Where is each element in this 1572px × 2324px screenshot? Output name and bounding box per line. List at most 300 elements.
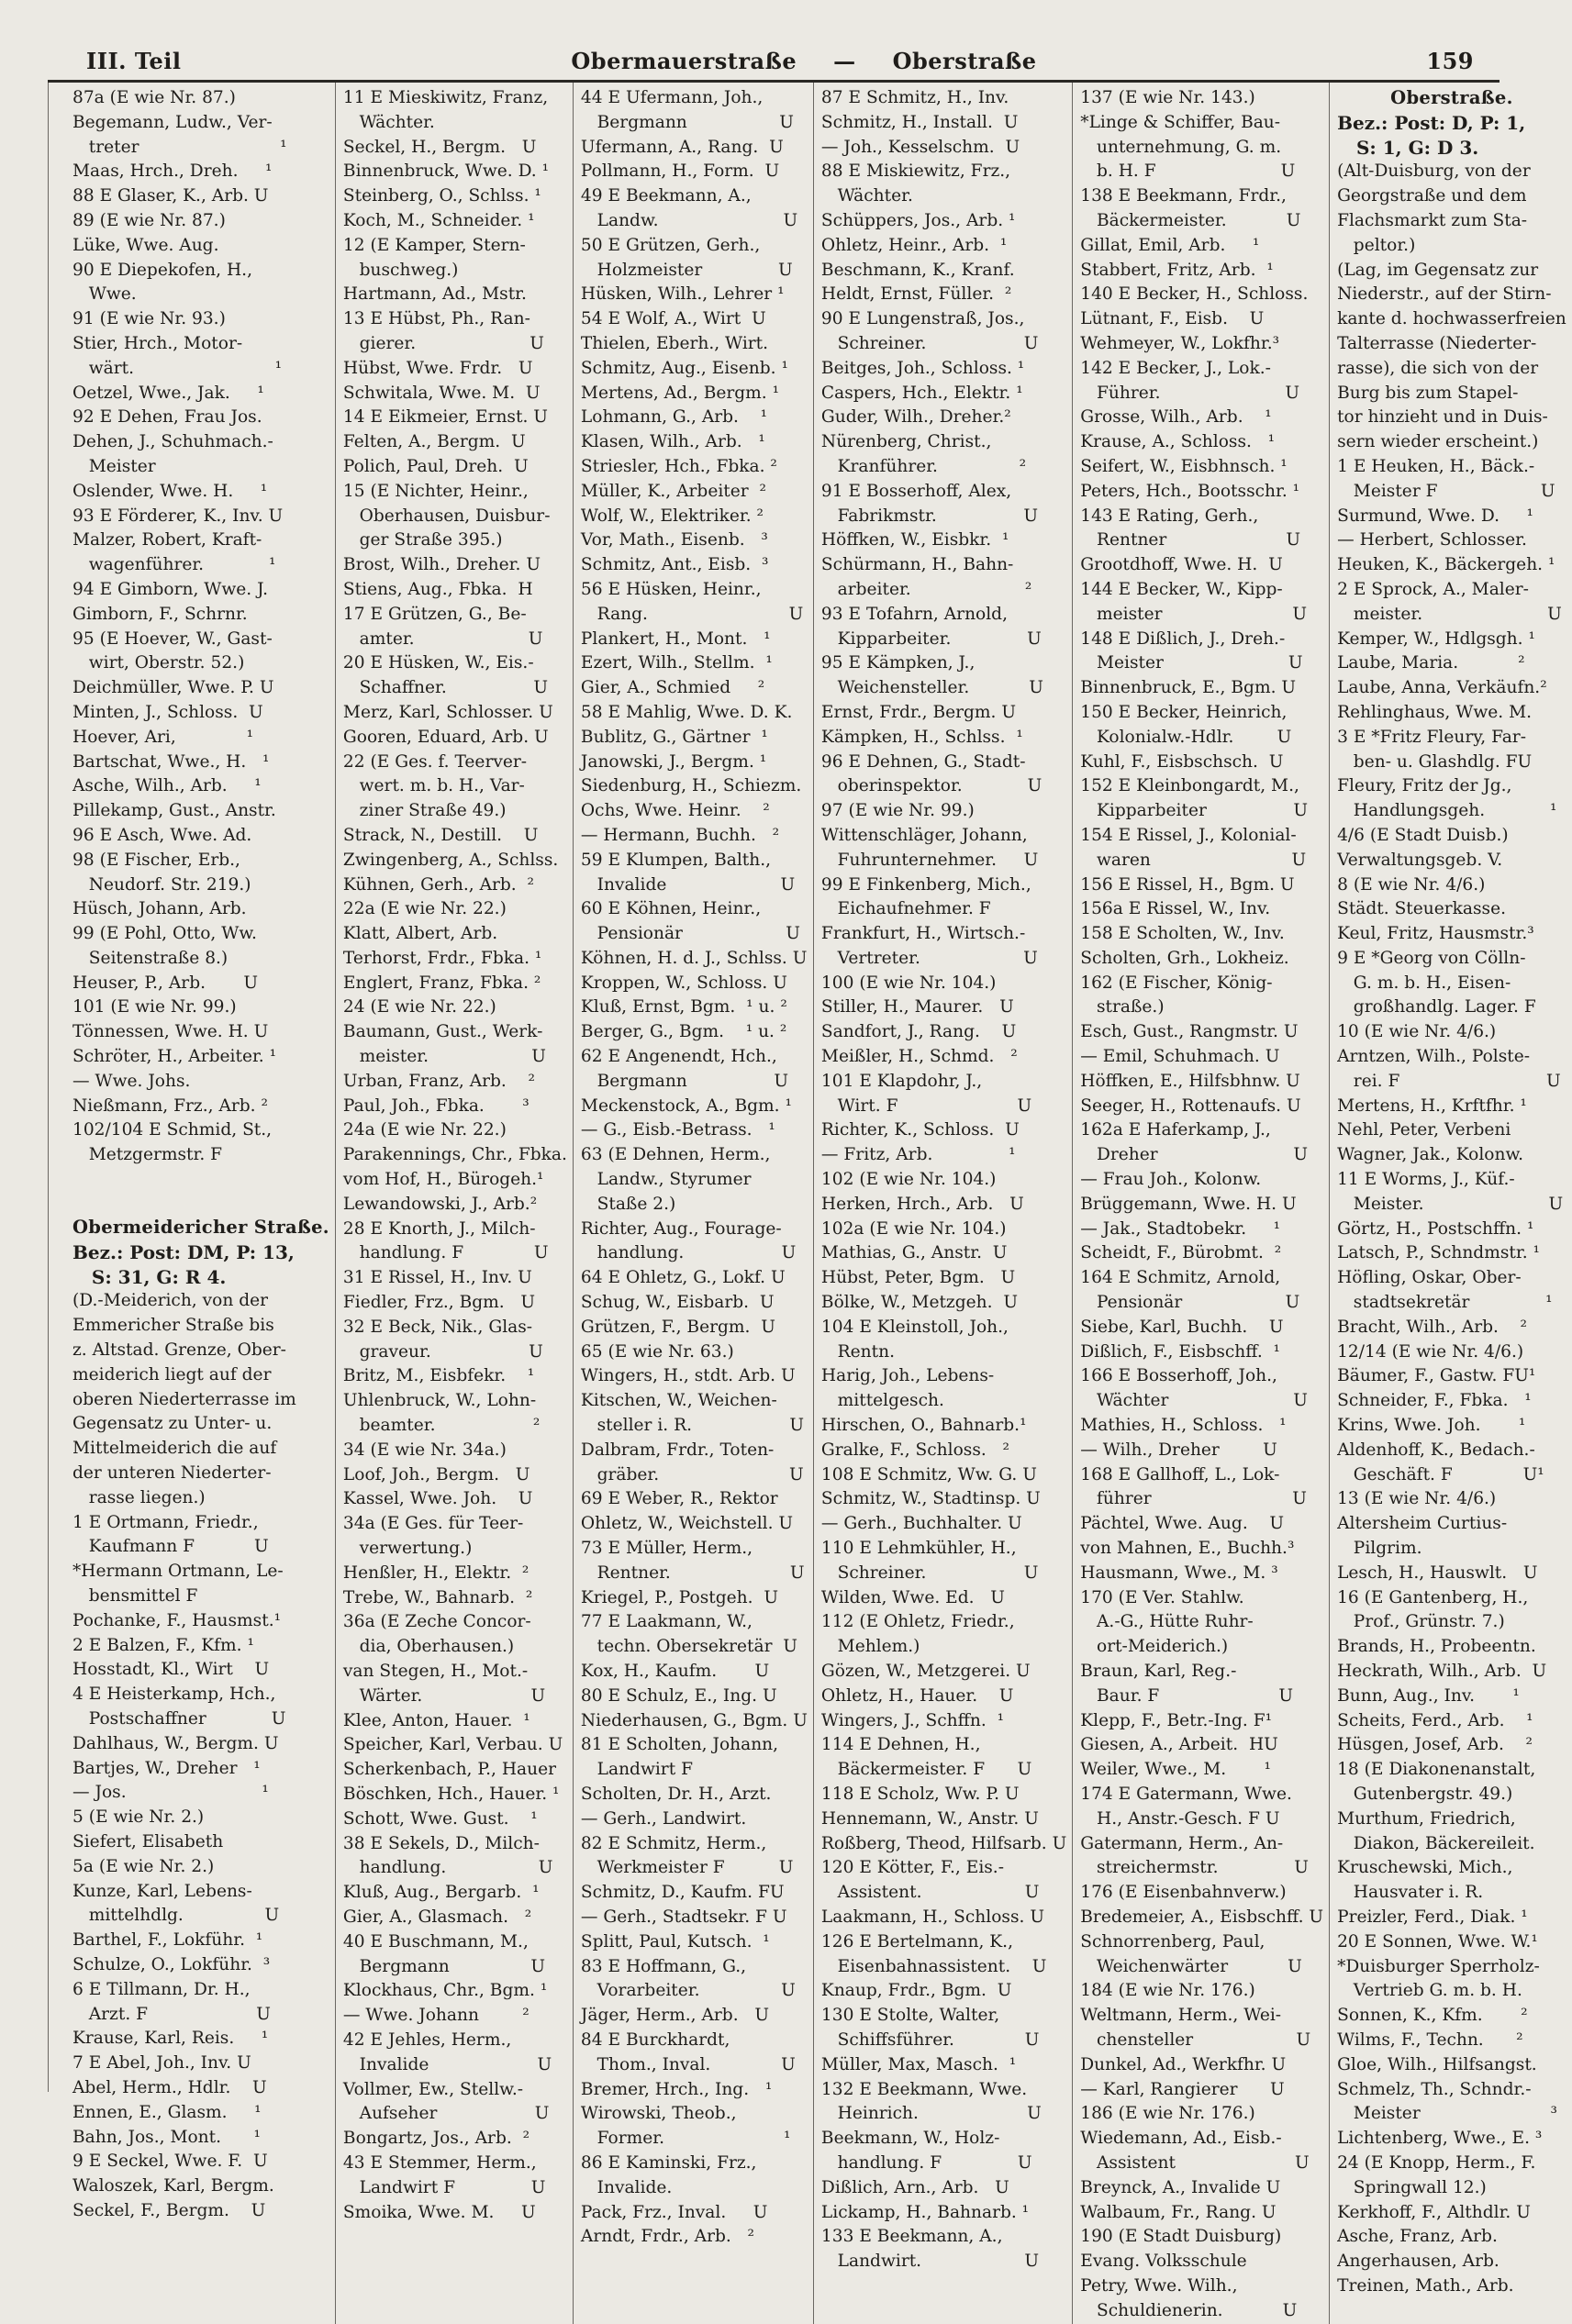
directory-entry: G. m. b. H., Eisen- bbox=[1337, 973, 1511, 993]
directory-entry: Geschäft. F U¹ bbox=[1337, 1464, 1544, 1484]
directory-entry: 132 E Beekmann, Wwe. bbox=[820, 2079, 1028, 2099]
directory-entry: 174 E Gatermann, Wwe. bbox=[1080, 1784, 1292, 1804]
directory-entry: Wächter U bbox=[1080, 1391, 1308, 1411]
district-code: Bez.: Post: D, P: 1, bbox=[1337, 111, 1526, 134]
directory-entry: Klatt, Albert, Arb. bbox=[342, 924, 498, 944]
directory-entry: Zwingenberg, A., Schlss. bbox=[342, 850, 559, 870]
directory-entry: 54 E Wolf, A., Wirt U bbox=[580, 309, 766, 329]
directory-entry: vom Hof, H., Bürogeh.¹ bbox=[342, 1170, 544, 1190]
directory-entry: Wwe. bbox=[72, 284, 137, 305]
directory-entry: 93 E Tofahrn, Arnold, bbox=[820, 604, 1008, 624]
directory-entry: 10 (E wie Nr. 4/6.) bbox=[1337, 1022, 1497, 1042]
directory-entry: Schmitz, D., Kaufm. FU bbox=[580, 1883, 785, 1903]
directory-entry: Bongartz, Jos., Arb. ² bbox=[342, 2129, 530, 2149]
directory-entry: 28 E Knorth, J., Milch- bbox=[342, 1218, 536, 1239]
directory-entry: 81 E Scholten, Johann, bbox=[580, 1735, 779, 1755]
directory-entry: 59 E Klumpen, Balth., bbox=[580, 850, 772, 870]
directory-entry: Invalide U bbox=[342, 2054, 552, 2074]
directory-entry: Bäckermeister. F U bbox=[820, 1760, 1032, 1780]
directory-entry: 102/104 E Schmid, St., bbox=[72, 1120, 273, 1140]
directory-entry: van Stegen, H., Mot.- bbox=[342, 1662, 529, 1681]
directory-entry: Merz, Karl, Schlosser. U bbox=[342, 702, 553, 722]
directory-entry: Wolf, W., Elektriker. ² bbox=[580, 506, 764, 526]
directory-entry: Janowski, J., Bergm. ¹ bbox=[580, 751, 767, 772]
directory-entry: meiderich liegt auf der bbox=[72, 1364, 272, 1384]
directory-entry: wagenführer. ¹ bbox=[72, 555, 276, 575]
directory-entry: 140 E Becker, H., Schloss. bbox=[1080, 284, 1309, 305]
directory-entry: Hausvater i. R. bbox=[1337, 1883, 1484, 1903]
directory-entry: 24 (E wie Nr. 22.) bbox=[342, 997, 496, 1017]
directory-entry: 20 E Sonnen, Wwe. W.¹ bbox=[1337, 1931, 1538, 1951]
directory-column-2 bbox=[336, 83, 574, 2324]
directory-entry: Kemper, W., Hdlgsgh. ¹ bbox=[1337, 628, 1535, 649]
directory-entry: 49 E Beekmann, A., bbox=[580, 186, 752, 206]
directory-entry: Bahn, Jos., Mont. ¹ bbox=[72, 2127, 261, 2147]
directory-entry: Hübst, Peter, Bgm. U bbox=[820, 1268, 1016, 1288]
directory-entry: Loof, Joh., Bergm. U bbox=[342, 1464, 530, 1484]
directory-entry: Vollmer, Ew., Stellw.- bbox=[342, 2079, 524, 2099]
directory-entry: Kunze, Karl, Lebens- bbox=[72, 1881, 252, 1901]
directory-entry: — Hermann, Buchh. ² bbox=[580, 825, 780, 845]
directory-entry: 11 E Mieskiwitz, Franz, bbox=[342, 88, 549, 107]
directory-entry: — Gerh., Landwirt. bbox=[580, 1808, 747, 1829]
directory-column-3 bbox=[574, 83, 814, 2324]
directory-entry: Böschken, Hch., Hauer. ¹ bbox=[342, 1784, 560, 1804]
directory-entry: 93 E Förderer, K., Inv. U bbox=[72, 506, 284, 526]
directory-entry: Krause, Karl, Reis. ¹ bbox=[72, 2029, 269, 2049]
directory-entry: Lesch, H., Hauswlt. U bbox=[1337, 1562, 1538, 1583]
directory-entry: 170 (E Ver. Stahlw. bbox=[1080, 1587, 1244, 1607]
directory-entry: Bartjes, W., Dreher ¹ bbox=[72, 1758, 261, 1778]
directory-entry: H., Anstr.-Gesch. F U bbox=[1080, 1808, 1280, 1829]
directory-entry: Holzmeister U bbox=[580, 260, 793, 280]
directory-entry: Köhnen, H. d. J., Schlss. U bbox=[580, 948, 808, 968]
directory-entry: 99 (E Pohl, Otto, Ww. bbox=[72, 924, 257, 944]
directory-entry: Hüsch, Johann, Arb. bbox=[72, 899, 247, 919]
directory-entry: Metzgermstr. F bbox=[72, 1145, 223, 1165]
directory-entry: Parakennings, Chr., Fbka. bbox=[342, 1145, 567, 1165]
directory-entry: Surmund, Wwe. D. ¹ bbox=[1337, 506, 1533, 526]
directory-entry: Tönnessen, Wwe. H. U bbox=[72, 1022, 269, 1042]
directory-entry: Müller, K., Arbeiter ² bbox=[580, 481, 766, 501]
directory-entry: 44 E Ufermann, Joh., bbox=[580, 88, 764, 107]
directory-entry: Siebe, Karl, Buchh. U bbox=[1080, 1317, 1284, 1337]
directory-entry: Handlungsgeh. ¹ bbox=[1337, 801, 1557, 821]
directory-entry: Stiens, Aug., Fbka. H bbox=[342, 579, 533, 599]
directory-entry: wert. m. b. H., Var- bbox=[342, 776, 525, 796]
directory-entry: — Karl, Rangierer U bbox=[1080, 2079, 1285, 2099]
directory-entry: Wilms, F., Techn. ² bbox=[1337, 2029, 1523, 2050]
directory-entry: Mehlem.) bbox=[820, 1637, 920, 1657]
directory-entry: 13 E Hübst, Ph., Ran- bbox=[342, 309, 530, 329]
directory-entry: 133 E Beekmann, A., bbox=[820, 2227, 1003, 2247]
directory-entry: 87 E Schmitz, H., Inv. bbox=[820, 88, 1009, 107]
directory-entry: Rehlinghaus, Wwe. M. bbox=[1337, 702, 1533, 722]
directory-entry: Smoika, Wwe. M. U bbox=[342, 2202, 536, 2222]
directory-entry: b. H. F U bbox=[1080, 161, 1296, 182]
directory-entry: Kaufmann F U bbox=[72, 1537, 269, 1557]
directory-entry: 137 (E wie Nr. 143.) bbox=[1080, 88, 1255, 107]
directory-entry: 150 E Becker, Heinrich, bbox=[1080, 702, 1288, 722]
directory-entry: Eisenbahnassistent. U bbox=[820, 1956, 1047, 1976]
directory-entry: Petry, Wwe. Wilh., bbox=[1080, 2275, 1238, 2296]
directory-entry: 130 E Stolte, Walter, bbox=[820, 2006, 1000, 2026]
directory-entry: Ezert, Wilh., Stellm. ¹ bbox=[580, 653, 773, 673]
directory-entry: Laube, Anna, Verkäufn.² bbox=[1337, 678, 1547, 698]
directory-entry: 32 E Beck, Nik., Glas- bbox=[342, 1317, 533, 1337]
directory-entry: Bremer, Hrch., Ing. ¹ bbox=[580, 2079, 773, 2099]
directory-entry: 82 E Schmitz, Herm., bbox=[580, 1833, 767, 1853]
directory-entry: 99 E Finkenberg, Mich., bbox=[820, 874, 1031, 895]
directory-entry: 143 E Rating, Gerh., bbox=[1080, 506, 1259, 526]
directory-entry: Werkmeister F U bbox=[580, 1858, 794, 1878]
directory-entry: *Linge & Schiffer, Bau- bbox=[1080, 112, 1281, 132]
directory-entry: Diakon, Bäckereileit. bbox=[1337, 1833, 1535, 1853]
directory-entry: peltor.) bbox=[1337, 235, 1416, 255]
directory-entry: — Wilh., Dreher U bbox=[1080, 1440, 1277, 1460]
directory-entry: 118 E Scholz, Ww. P. U bbox=[820, 1784, 1020, 1804]
directory-entry: Schmitz, Aug., Eisenb. ¹ bbox=[580, 358, 788, 378]
directory-entry: 40 E Buschmann, M., bbox=[342, 1931, 529, 1951]
street-heading: Oberstraße. bbox=[1390, 87, 1513, 108]
directory-entry: 16 (E Gantenberg, H., bbox=[1337, 1587, 1529, 1607]
directory-entry: Bölke, W., Metzgeh. U bbox=[820, 1293, 1019, 1313]
directory-entry: Harig, Joh., Lebens- bbox=[820, 1366, 995, 1386]
street-heading: Obermeidericher Straße. bbox=[72, 1217, 329, 1239]
directory-entry: Schreiner. U bbox=[820, 333, 1039, 353]
directory-entry: großhandlg. Lager. F bbox=[1337, 997, 1536, 1017]
directory-entry: Wächter. bbox=[342, 112, 435, 132]
directory-entry: mittelhdlg. U bbox=[72, 1906, 280, 1926]
directory-column-1 bbox=[49, 83, 336, 2324]
directory-entry: Klee, Anton, Hauer. ¹ bbox=[342, 1710, 530, 1730]
directory-entry: 184 (E wie Nr. 176.) bbox=[1080, 1981, 1255, 2001]
directory-entry: 14 E Eikmeier, Ernst. U bbox=[342, 407, 548, 428]
directory-entry: Steinberg, O., Schlss. ¹ bbox=[342, 186, 541, 206]
directory-entry: Stier, Hrch., Motor- bbox=[72, 333, 243, 353]
directory-entry: Lichtenberg, Wwe., E. ³ bbox=[1337, 2129, 1543, 2149]
directory-entry: Kassel, Wwe. Joh. U bbox=[342, 1489, 533, 1509]
directory-entry: Evang. Volksschule bbox=[1080, 2252, 1247, 2272]
directory-entry: unternehmung, G. m. bbox=[1080, 137, 1282, 157]
directory-entry: Meister. U bbox=[1337, 1194, 1564, 1214]
directory-entry: 186 (E wie Nr. 176.) bbox=[1080, 2104, 1255, 2124]
directory-entry: Brost, Wilh., Dreher. U bbox=[342, 555, 541, 575]
directory-entry: Wirowski, Theob., bbox=[580, 2104, 737, 2124]
directory-entry: Kolonialw.-Hdlr. U bbox=[1080, 727, 1292, 747]
directory-entry: Seeger, H., Rottenaufs. U bbox=[1080, 1095, 1301, 1116]
directory-entry: 2 E Balzen, F., Kfm. ¹ bbox=[72, 1635, 254, 1655]
directory-entry: Pillekamp, Gust., Anstr. bbox=[72, 801, 276, 821]
directory-entry: Meister ³ bbox=[1337, 2104, 1558, 2124]
directory-entry: Vertrieb G. m. b. H. bbox=[1337, 1981, 1522, 2001]
directory-entry: Rentn. bbox=[820, 1341, 895, 1362]
directory-entry: Krause, A., Schloss. ¹ bbox=[1080, 432, 1276, 452]
directory-entry: Schröter, H., Arbeiter. ¹ bbox=[72, 1047, 277, 1067]
directory-entry: 8 (E wie Nr. 4/6.) bbox=[1337, 874, 1486, 895]
directory-entry: ziner Straße 49.) bbox=[342, 801, 507, 821]
directory-entry: 77 E Laakmann, W., bbox=[580, 1612, 753, 1632]
directory-entry: 142 E Becker, J., Lok.- bbox=[1080, 358, 1271, 378]
directory-entry: Grosse, Wilh., Arb. ¹ bbox=[1080, 407, 1272, 428]
directory-entry: 65 (E wie Nr. 63.) bbox=[580, 1341, 734, 1362]
directory-entry: — Jos. ¹ bbox=[72, 1783, 269, 1803]
directory-entry: 144 E Becker, W., Kipp- bbox=[1080, 579, 1283, 599]
directory-entry: Landw. U bbox=[580, 210, 798, 230]
directory-entry: Mittelmeiderich die auf bbox=[72, 1439, 277, 1459]
directory-entry: Stabbert, Fritz, Arb. ¹ bbox=[1080, 260, 1274, 280]
directory-entry: Richter, Aug., Fourage- bbox=[580, 1218, 782, 1239]
directory-entry: 94 E Gimborn, Wwe. J. bbox=[72, 579, 269, 599]
directory-entry: Lüke, Wwe. Aug. bbox=[72, 235, 219, 255]
directory-entry: Gralke, F., Schloss. ² bbox=[820, 1440, 1009, 1460]
directory-entry: Schuldienerin. U bbox=[1080, 2300, 1298, 2320]
directory-entry: Arzt. F U bbox=[72, 2004, 271, 2024]
directory-entry: Binnenbruck, Wwe. D. ¹ bbox=[342, 161, 550, 182]
directory-entry: 156a E Rissel, W., Inv. bbox=[1080, 899, 1271, 919]
directory-entry: Angerhausen, Arb. bbox=[1337, 2252, 1500, 2272]
directory-entry: — Wwe. Johann ² bbox=[342, 2006, 530, 2026]
directory-entry: Gooren, Eduard, Arb. U bbox=[342, 727, 549, 747]
directory-entry: Schmitz, Ant., Eisb. ³ bbox=[580, 555, 769, 575]
directory-entry: Caspers, Hch., Elektr. ¹ bbox=[820, 383, 1023, 403]
directory-entry: 138 E Beekmann, Frdr., bbox=[1080, 186, 1287, 206]
directory-entry: sern wieder erscheint.) bbox=[1337, 432, 1539, 452]
directory-entry: Assistent U bbox=[1080, 2152, 1310, 2173]
directory-entry: Lewandowski, J., Arb.² bbox=[342, 1194, 538, 1214]
directory-entry: Schott, Wwe. Gust. ¹ bbox=[342, 1808, 538, 1829]
directory-entry: 5 (E wie Nr. 2.) bbox=[72, 1807, 205, 1828]
directory-entry: Hartmann, Ad., Mstr. bbox=[342, 284, 527, 305]
directory-entry: 69 E Weber, R., Rektor bbox=[580, 1489, 778, 1509]
directory-entry: Gimborn, F., Schrnr. bbox=[72, 604, 248, 624]
directory-entry: handlung. F U bbox=[342, 1243, 549, 1263]
directory-entry: Fabrikmstr. U bbox=[820, 506, 1039, 526]
directory-entry: Schiffsführer. U bbox=[820, 2029, 1040, 2050]
directory-entry: Schnorrenberg, Paul, bbox=[1080, 1931, 1265, 1951]
directory-entry: Murthum, Friedrich, bbox=[1337, 1808, 1516, 1829]
directory-entry: Asche, Franz, Arb. bbox=[1337, 2227, 1498, 2247]
directory-entry: 112 (E Ohletz, Friedr., bbox=[820, 1612, 1015, 1632]
directory-entry: Vor, Math., Eisenb. ³ bbox=[580, 530, 768, 550]
directory-entry: 96 E Dehnen, G., Stadt- bbox=[820, 751, 1026, 772]
directory-entry: Schmitz, W., Stadtinsp. U bbox=[820, 1489, 1041, 1509]
directory-entry: Thom., Inval. U bbox=[580, 2054, 796, 2074]
directory-entry: 3 E *Fritz Fleury, Far- bbox=[1337, 727, 1526, 747]
directory-entry: Pollmann, H., Form. U bbox=[580, 161, 780, 182]
directory-entry: 34a (E Ges. für Teer- bbox=[342, 1514, 524, 1534]
directory-entry: Schulze, O., Lokführ. ³ bbox=[72, 1954, 271, 1974]
directory-entry: 96 E Asch, Wwe. Ad. bbox=[72, 825, 252, 845]
directory-entry: Meister F U bbox=[1337, 481, 1555, 501]
directory-entry: Terhorst, Frdr., Fbka. ¹ bbox=[342, 948, 542, 968]
directory-entry: Mathias, G., Anstr. U bbox=[820, 1243, 1008, 1263]
directory-entry: 176 (E Eisenbahnverw.) bbox=[1080, 1883, 1287, 1903]
directory-entry: 17 E Grützen, G., Be- bbox=[342, 604, 527, 624]
directory-column-4 bbox=[814, 83, 1073, 2324]
directory-entry: Nießmann, Frz., Arb. ² bbox=[72, 1095, 268, 1116]
directory-entry: wirt, Oberstr. 52.) bbox=[72, 653, 245, 673]
directory-entry: 38 E Sekels, D., Milch- bbox=[342, 1833, 540, 1853]
directory-entry: Gier, A., Schmied ² bbox=[580, 678, 765, 698]
directory-entry: Bracht, Wilh., Arb. ² bbox=[1337, 1317, 1528, 1337]
directory-entry: Pilgrim. bbox=[1337, 1539, 1422, 1559]
directory-entry: Scholten, Grh., Lokheiz. bbox=[1080, 948, 1289, 968]
directory-entry: Hausmann, Wwe., M. ³ bbox=[1080, 1562, 1278, 1583]
directory-entry: Maas, Hrch., Dreh. ¹ bbox=[72, 161, 273, 182]
directory-entry: Peters, Hch., Bootsschr. ¹ bbox=[1080, 481, 1300, 501]
directory-entry: chensteller U bbox=[1080, 2029, 1311, 2050]
directory-entry: Assistent. U bbox=[820, 1883, 1040, 1903]
directory-entry: rasse liegen.) bbox=[72, 1487, 206, 1507]
directory-entry: Hirschen, O., Bahnarb.¹ bbox=[820, 1416, 1027, 1436]
directory-entry: Hoever, Ari, ¹ bbox=[72, 727, 254, 747]
directory-entry: 13 (E wie Nr. 4/6.) bbox=[1337, 1489, 1497, 1509]
directory-column-5 bbox=[1073, 83, 1330, 2324]
district-code: S: 1, G: D 3. bbox=[1337, 136, 1479, 159]
directory-entry: (D.-Meiderich, von der bbox=[72, 1291, 269, 1311]
directory-entry: Invalide. bbox=[580, 2177, 673, 2197]
directory-entry: 63 (E Dehnen, Herm., bbox=[580, 1145, 771, 1165]
directory-entry: Breynck, A., Invalide U bbox=[1080, 2177, 1281, 2197]
directory-entry: Arntzen, Wilh., Polste- bbox=[1337, 1047, 1531, 1067]
directory-entry: 12/14 (E wie Nr. 4/6.) bbox=[1337, 1341, 1524, 1362]
directory-entry: Malzer, Robert, Kraft- bbox=[72, 530, 262, 550]
directory-entry: meister. U bbox=[1337, 604, 1562, 624]
directory-entry: 20 E Hüsken, W., Eis.- bbox=[342, 653, 534, 673]
directory-entry: stadtsekretär ¹ bbox=[1337, 1293, 1553, 1313]
directory-entry: 97 (E wie Nr. 99.) bbox=[820, 801, 975, 821]
directory-entry: 91 (E wie Nr. 93.) bbox=[72, 309, 226, 329]
directory-entry: 9 E Seckel, Wwe. F. U bbox=[72, 2152, 268, 2172]
directory-entry: Uhlenbruck, W., Lohn- bbox=[342, 1391, 537, 1411]
directory-entry: Rentner U bbox=[1080, 530, 1301, 550]
directory-entry: 60 E Köhnen, Heinr., bbox=[580, 899, 762, 919]
directory-entry: Kämpken, H., Schlss. ¹ bbox=[820, 727, 1023, 747]
directory-entry: Pächtel, Wwe. Aug. U bbox=[1080, 1514, 1285, 1534]
directory-entry: — Joh., Kesselschm. U bbox=[820, 137, 1020, 157]
directory-entry: Bergmann U bbox=[580, 1071, 789, 1091]
directory-entry: Rentner. U bbox=[580, 1562, 805, 1583]
directory-entry: Bergmann U bbox=[580, 112, 794, 132]
directory-entry: Gutenbergstr. 49.) bbox=[1337, 1784, 1513, 1804]
directory-entry: Frankfurt, H., Wirtsch.- bbox=[820, 924, 1026, 944]
directory-entry: Emmericher Straße bis bbox=[72, 1316, 274, 1336]
section-label: III. Teil bbox=[86, 48, 182, 74]
directory-entry: Preizler, Ferd., Diak. ¹ bbox=[1337, 1907, 1528, 1927]
directory-entry: 80 E Schulz, E., Ing. U bbox=[580, 1685, 777, 1706]
directory-entry: handlung. U bbox=[580, 1243, 797, 1263]
directory-entry: Kruschewski, Mich., bbox=[1337, 1858, 1513, 1878]
directory-entry: Eichaufnehmer. F bbox=[820, 899, 991, 919]
directory-entry: treter ¹ bbox=[72, 137, 287, 157]
directory-entry: — Jak., Stadtobekr. ¹ bbox=[1080, 1218, 1281, 1239]
directory-entry: 36a (E Zeche Concor- bbox=[342, 1612, 531, 1632]
directory-entry: Wirt. F U bbox=[820, 1095, 1032, 1116]
directory-entry: Grootdhoff, Wwe. H. U bbox=[1080, 555, 1283, 575]
spacer bbox=[72, 1168, 329, 1192]
directory-entry: Niederstr., auf der Stirn- bbox=[1337, 284, 1552, 305]
directory-entry: 91 E Bosserhoff, Alex, bbox=[820, 481, 1012, 501]
directory-entry: 86 E Kaminski, Frz., bbox=[580, 2152, 757, 2173]
directory-entry: 34 (E wie Nr. 34a.) bbox=[342, 1440, 507, 1460]
directory-entry: Kox, H., Kaufm. U bbox=[580, 1662, 770, 1681]
directory-entry: Laakmann, H., Schloss. U bbox=[820, 1907, 1044, 1927]
directory-entry: Heckrath, Wilh., Arb. U bbox=[1337, 1662, 1547, 1681]
directory-entry: Müller, Max, Masch. ¹ bbox=[820, 2054, 1017, 2074]
directory-entry: Oetzel, Wwe., Jak. ¹ bbox=[72, 383, 264, 403]
directory-entry: z. Altstad. Grenze, Ober- bbox=[72, 1340, 286, 1361]
directory-entry: Ernst, Frdr., Bergm. U bbox=[820, 702, 1017, 722]
directory-entry: Heuken, K., Bäckergeh. ¹ bbox=[1337, 555, 1555, 575]
directory-entry: Ochs, Wwe. Heinr. ² bbox=[580, 801, 770, 821]
directory-entry: Führer. U bbox=[1080, 383, 1300, 403]
directory-entry: Schaffner. U bbox=[342, 678, 549, 698]
directory-entry: Dreher U bbox=[1080, 1145, 1309, 1165]
directory-entry: Meister U bbox=[1080, 653, 1303, 673]
directory-entry: — Fritz, Arb. ¹ bbox=[820, 1145, 1016, 1165]
directory-entry: Herken, Hrch., Arb. U bbox=[820, 1194, 1024, 1214]
directory-entry: 168 E Gallhoff, L., Lok- bbox=[1080, 1464, 1280, 1484]
directory-entry: Keul, Fritz, Hausmstr.³ bbox=[1337, 924, 1534, 944]
directory-entry: Heldt, Ernst, Füller. ² bbox=[820, 284, 1012, 305]
directory-entry: — Wwe. Johs. bbox=[72, 1071, 191, 1091]
directory-entry: (Lag, im Gegensatz zur bbox=[1337, 260, 1539, 280]
directory-entry: *Duisburger Sperrholz- bbox=[1337, 1956, 1540, 1976]
page-header bbox=[48, 48, 1500, 83]
directory-entry: Lickamp, H., Bahnarb. ¹ bbox=[820, 2202, 1030, 2222]
directory-entry: Kipparbeiter U bbox=[1080, 801, 1309, 821]
directory-entry: Trebe, W., Bahnarb. ² bbox=[342, 1587, 533, 1607]
street-range-end: Oberstraße bbox=[892, 48, 1037, 74]
directory-entry: buschweg.) bbox=[342, 260, 459, 280]
directory-entry: 164 E Schmitz, Arnold, bbox=[1080, 1268, 1281, 1288]
directory-entry: ben- u. Glashdlg. FU bbox=[1337, 751, 1533, 772]
directory-entry: Gegensatz zu Unter- u. bbox=[72, 1414, 273, 1434]
directory-entry: Wilden, Wwe. Ed. U bbox=[820, 1587, 1005, 1607]
directory-entry: Polich, Paul, Dreh. U bbox=[342, 456, 529, 476]
directory-entry: 42 E Jehles, Herm., bbox=[342, 2029, 512, 2050]
directory-entry: Schneider, F., Fbka. ¹ bbox=[1337, 1391, 1532, 1411]
directory-entry: Bartschat, Wwe., H. ¹ bbox=[72, 751, 270, 772]
directory-entry: — Gerh., Stadtsekr. F U bbox=[580, 1907, 787, 1927]
directory-entry: Verwaltungsgeb. V. bbox=[1337, 850, 1503, 870]
directory-entry: 64 E Ohletz, G., Lokf. U bbox=[580, 1268, 786, 1288]
directory-entry: Seckel, F., Bergm. U bbox=[72, 2200, 266, 2220]
directory-entry: meister. U bbox=[342, 1047, 546, 1067]
directory-entry: Weichenwärter U bbox=[1080, 1956, 1302, 1976]
directory-entry: Deichmüller, Wwe. P. U bbox=[72, 678, 274, 698]
directory-entry: 5a (E wie Nr. 2.) bbox=[72, 1856, 215, 1876]
directory-entry: meister U bbox=[1080, 604, 1308, 624]
street-range-heading bbox=[571, 48, 1036, 74]
directory-entry: Dunkel, Ad., Werkfhr. U bbox=[1080, 2054, 1287, 2074]
directory-entry: Kroppen, W., Schloss. U bbox=[580, 973, 787, 993]
directory-entry: Schürmann, H., Bahn- bbox=[820, 555, 1014, 575]
directory-entry: wärt. ¹ bbox=[72, 358, 283, 378]
directory-entry: amter. U bbox=[342, 628, 543, 649]
directory-entry: Weltmann, Herm., Wei- bbox=[1080, 2006, 1282, 2026]
directory-entry: Siefert, Elisabeth bbox=[72, 1831, 224, 1851]
directory-entry: kante d. hochwasserfreien bbox=[1337, 309, 1566, 329]
directory-entry: Klockhaus, Chr., Bgm. ¹ bbox=[342, 1981, 548, 2001]
directory-entry: 24 (E Knopp, Herm., F. bbox=[1337, 2152, 1536, 2173]
directory-entry: Klepp, F., Betr.-Ing. F¹ bbox=[1080, 1710, 1273, 1730]
directory-entry: Ohletz, Heinr., Arb. ¹ bbox=[820, 235, 1008, 255]
directory-entry: Schmelz, Th., Schndr.- bbox=[1337, 2079, 1532, 2099]
directory-entry: Schreiner. U bbox=[820, 1562, 1039, 1583]
directory-entry: Neudorf. Str. 219.) bbox=[72, 874, 251, 895]
